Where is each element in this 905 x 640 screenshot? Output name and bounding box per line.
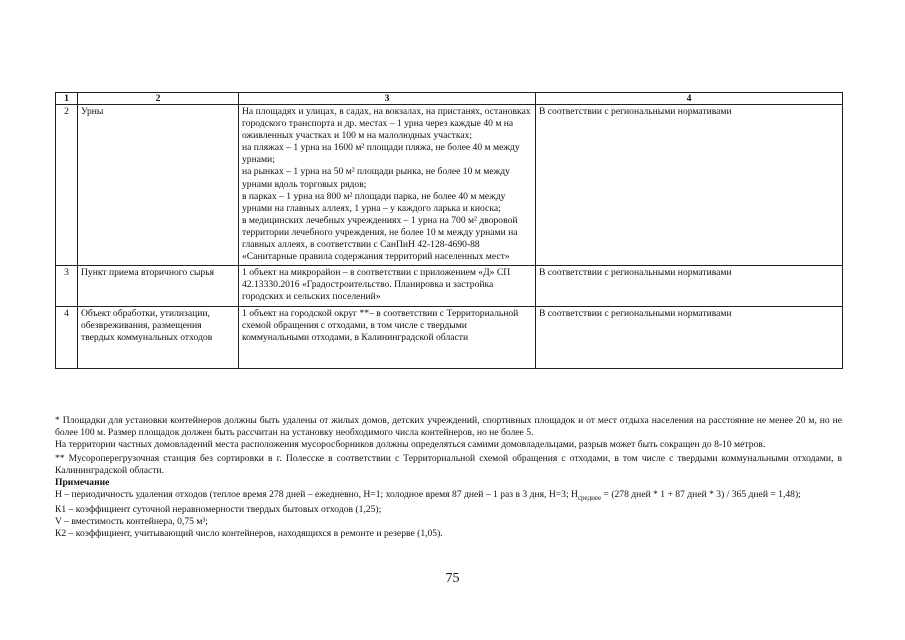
row-number: 4 [56,306,78,368]
table-row [56,266,843,306]
remark-heading: Примечание [55,477,110,488]
header-col-4: 4 [536,93,843,105]
row-accessibility: В соответствии с региональными нормативами [536,105,843,266]
remark-k1: К1 – коэффициент суточной неравномерности твердых бытовых отходов (1,25); [55,503,382,515]
header-col-3: 3 [239,93,536,105]
norm-line: на рынках – 1 урна на 50 м² площади рынка, не более 10 м между урнами вдоль торговых рядов; [242,166,510,190]
row-norm [239,105,536,266]
row-object: Объект обработки, утилизации, обезвреживания, размещения твердых коммунальных отходов [78,306,239,368]
remark-h-subscript: среднее [577,493,602,502]
remark-k2: К2 – коэффициент, учитывающий число контейнеров, находящихся в ремонте и резерве (1,05). [55,527,443,539]
remark-v: V – вместимость контейнера, 0,75 м³; [55,515,208,527]
row-object: Пункт приема вторичного сырья [78,266,239,306]
header-col-2: 2 [78,93,239,105]
page-number: 75 [445,571,460,586]
footnote-transfer-station: ** Мусороперегрузочная станция без сортировки в г. Полесске в соответствии с Территориальной схемой обращения с отходами, в том числе с твердыми коммунальными отходами, в Калининградской области. [55,453,842,476]
norm-line: 1 объект на микрорайон – в соответствии с приложением «Д» СП 42.13330.2016 «Градостроительство. Планировка и застройка городских и сельских поселений» [242,267,511,303]
row-norm [239,266,536,306]
table-header-row [56,93,843,105]
table-row [56,105,843,266]
norm-line: в медицинских лечебных учреждениях – 1 урна на 700 м² дворовой территории лечебного учреждения, не более 10 м между урнами на главных аллеях, в соответствии с СанПиН 42-128-4690-88 «Санитарные правила содержания территорий населенных мест» [242,214,518,263]
remark-h [55,489,842,504]
notes-block [55,415,842,540]
remark-h-formula: = (278 дней * 1 + 87 дней * 3) / 365 дней = 1,48); [601,489,801,500]
row-object: Урны [78,105,239,266]
row-accessibility: В соответствии с региональными нормативами [536,306,843,368]
row-accessibility: В соответствии с региональными нормативами [536,266,843,306]
footnote-private-homes: На территории частных домовладений места расположения мусоросборников должны определяться самими домовладельцами, разрыв может быть сокращен до 8-10 метров. [55,439,766,450]
row-norm [239,306,536,368]
row-number: 2 [56,105,78,266]
norm-line: 1 объект на городской округ **– в соответствии с Территориальной схемой обращения с отходами, в том числе с твердыми коммунальными отходами, в Калининградской области [242,307,519,343]
norm-line: в парках – 1 урна на 800 м² площади парка, не более 40 м между урнами на главных аллеях, 1 урна – у каждого ларька и киоска; [242,190,506,214]
norm-line: на пляжах – 1 урна на 1600 м² площади пляжа, не более 40 м между урнами; [242,142,520,166]
norm-line: На площадях и улицах, в садах, на вокзалах, на пристанях, остановках городского транспорта и др. местах – 1 урна через каждые 40 м на оживленных участках и 100 м на малолюдных участках; [242,106,531,142]
row-number: 3 [56,266,78,306]
norms-table [55,92,843,369]
table-row [56,306,843,368]
remark-h-text: Н – периодичность удаления отходов (теплое время 278 дней – ежедневно, Н=1; холодное время 87 дней – 1 раз в 3 дня, Н=3; Н [55,489,578,500]
header-col-1: 1 [56,93,78,105]
footnote-containers: * Площадки для установки контейнеров должны быть удалены от жилых домов, детских учреждений, спортивных площадок и от мест отдыха населения на расстояние не менее 20 м, но не более 100 м. Размер площадок должен быть рассчитан на установку необходимого числа контейнеров, но не более 5. [55,415,842,438]
